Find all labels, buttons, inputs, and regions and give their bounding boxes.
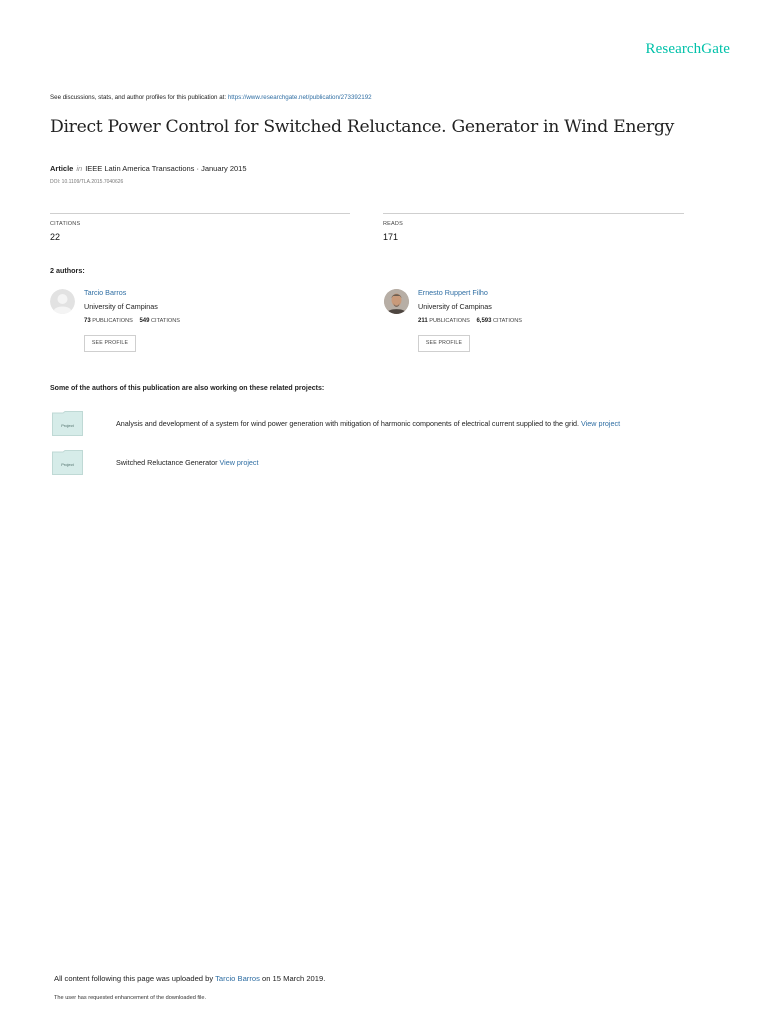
project-item	[116, 419, 620, 428]
author-institution: University of Campinas	[418, 302, 492, 311]
enhancement-note: The user has requested enhancement of the downloaded file.	[54, 995, 207, 1001]
project-title: Switched Reluctance Generator	[116, 458, 218, 467]
researchgate-logo[interactable]: ResearchGate	[645, 41, 730, 57]
author-publications-count: 73	[84, 318, 91, 324]
publication-venue: IEEE Latin America Transactions · January 2015	[85, 164, 247, 173]
publication-meta	[50, 164, 247, 173]
reads-value: 171	[383, 232, 399, 242]
citations-divider	[50, 213, 350, 214]
upload-date: on 15 March 2019.	[262, 974, 326, 983]
author-citations-label: CITATIONS	[151, 318, 181, 324]
publication-type: Article	[50, 164, 74, 173]
see-profile-button[interactable]: SEE PROFILE	[418, 335, 470, 352]
related-projects-heading: Some of the authors of this publication are also working on these related projects:	[50, 385, 325, 392]
view-project-link[interactable]: View project	[219, 458, 259, 467]
author-stats	[418, 318, 527, 324]
project-folder-icon[interactable]	[52, 411, 83, 436]
author-publications-count: 211	[418, 318, 428, 324]
view-project-link[interactable]: View project	[581, 419, 621, 428]
project-folder-icon[interactable]	[52, 450, 83, 475]
project-icon-label: Project	[61, 423, 74, 428]
author-citations-count: 6,593	[476, 318, 492, 324]
author-citations-label: CITATIONS	[493, 318, 523, 324]
see-profile-button[interactable]: SEE PROFILE	[84, 335, 136, 352]
authors-heading: 2 authors:	[50, 266, 85, 275]
citations-label: CITATIONS	[50, 221, 81, 227]
citations-value: 22	[50, 232, 61, 242]
in-word: in	[76, 164, 83, 173]
publication-doi: DOI: 10.1109/TLA.2015.7040626	[50, 179, 124, 185]
author-institution: University of Campinas	[84, 302, 158, 311]
discussion-line	[50, 94, 372, 101]
reads-divider	[383, 213, 684, 214]
upload-prefix: All content following this page was uploaded by	[54, 974, 214, 983]
project-title: Analysis and development of a system for wind power generation with mitigation of harmonic components of electrical current supplied to the grid.	[116, 419, 580, 428]
project-item	[116, 458, 259, 467]
author-publications-label: PUBLICATIONS	[92, 318, 133, 324]
author-name-link[interactable]: Tarcio Barros	[84, 288, 127, 297]
upload-note	[54, 974, 325, 983]
project-icon-label: Project	[61, 462, 74, 467]
author-photo-avatar[interactable]	[384, 289, 409, 314]
publication-url-link[interactable]: https://www.researchgate.net/publication/273392192	[227, 94, 372, 101]
author-citations-count: 549	[139, 318, 150, 324]
reads-label: READS	[383, 221, 403, 227]
author-stats	[84, 318, 185, 324]
uploader-link[interactable]: Tarcio Barros	[215, 974, 260, 983]
author-avatar-placeholder[interactable]	[50, 289, 75, 314]
author-name-link[interactable]: Ernesto Ruppert Filho	[418, 288, 488, 297]
author-publications-label: PUBLICATIONS	[429, 318, 470, 324]
discussion-text: See discussions, stats, and author profiles for this publication at:	[50, 94, 227, 101]
publication-title: Direct Power Control for Switched Reluctance. Generator in Wind Energy	[50, 117, 674, 137]
